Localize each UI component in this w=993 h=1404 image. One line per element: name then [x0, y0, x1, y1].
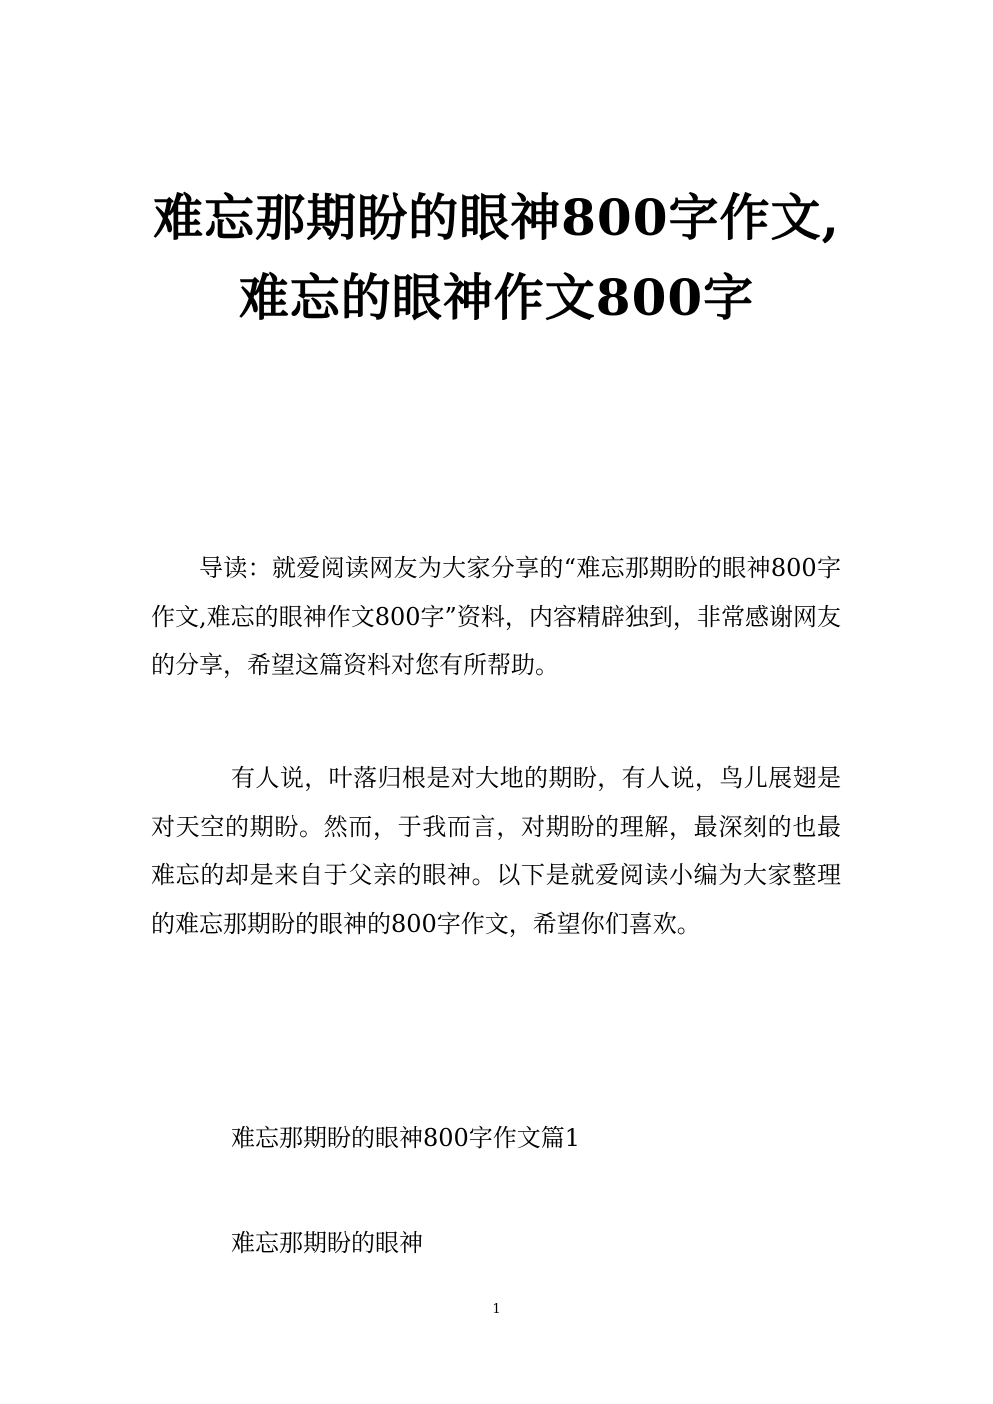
page-number: 1 — [492, 1302, 501, 1317]
body-paragraph: 有人说，叶落归根是对大地的期盼，有人说，鸟儿展翅是对天空的期盼。然而，于我而言，对期盼的理解，最深刻的也最难忘的却是来自于父亲的眼神。以下是就爱阅读小编为大家整理的难忘那期盼的眼神的800字作文，希望你们喜欢。 — [151, 764, 841, 938]
document-title: 难忘那期盼的眼神800字作文,难忘的眼神作文800字 — [153, 188, 840, 327]
section-heading: 难忘那期盼的眼神800字作文篇1 — [231, 1124, 581, 1152]
intro-paragraph: 导读：就爱阅读网友为大家分享的“难忘那期盼的眼神800字作文,难忘的眼神作文800字”资料，内容精辟独到，非常感谢网友的分享，希望这篇资料对您有所帮助。 — [151, 554, 841, 679]
essay-title: 难忘那期盼的眼神 — [231, 1229, 423, 1257]
